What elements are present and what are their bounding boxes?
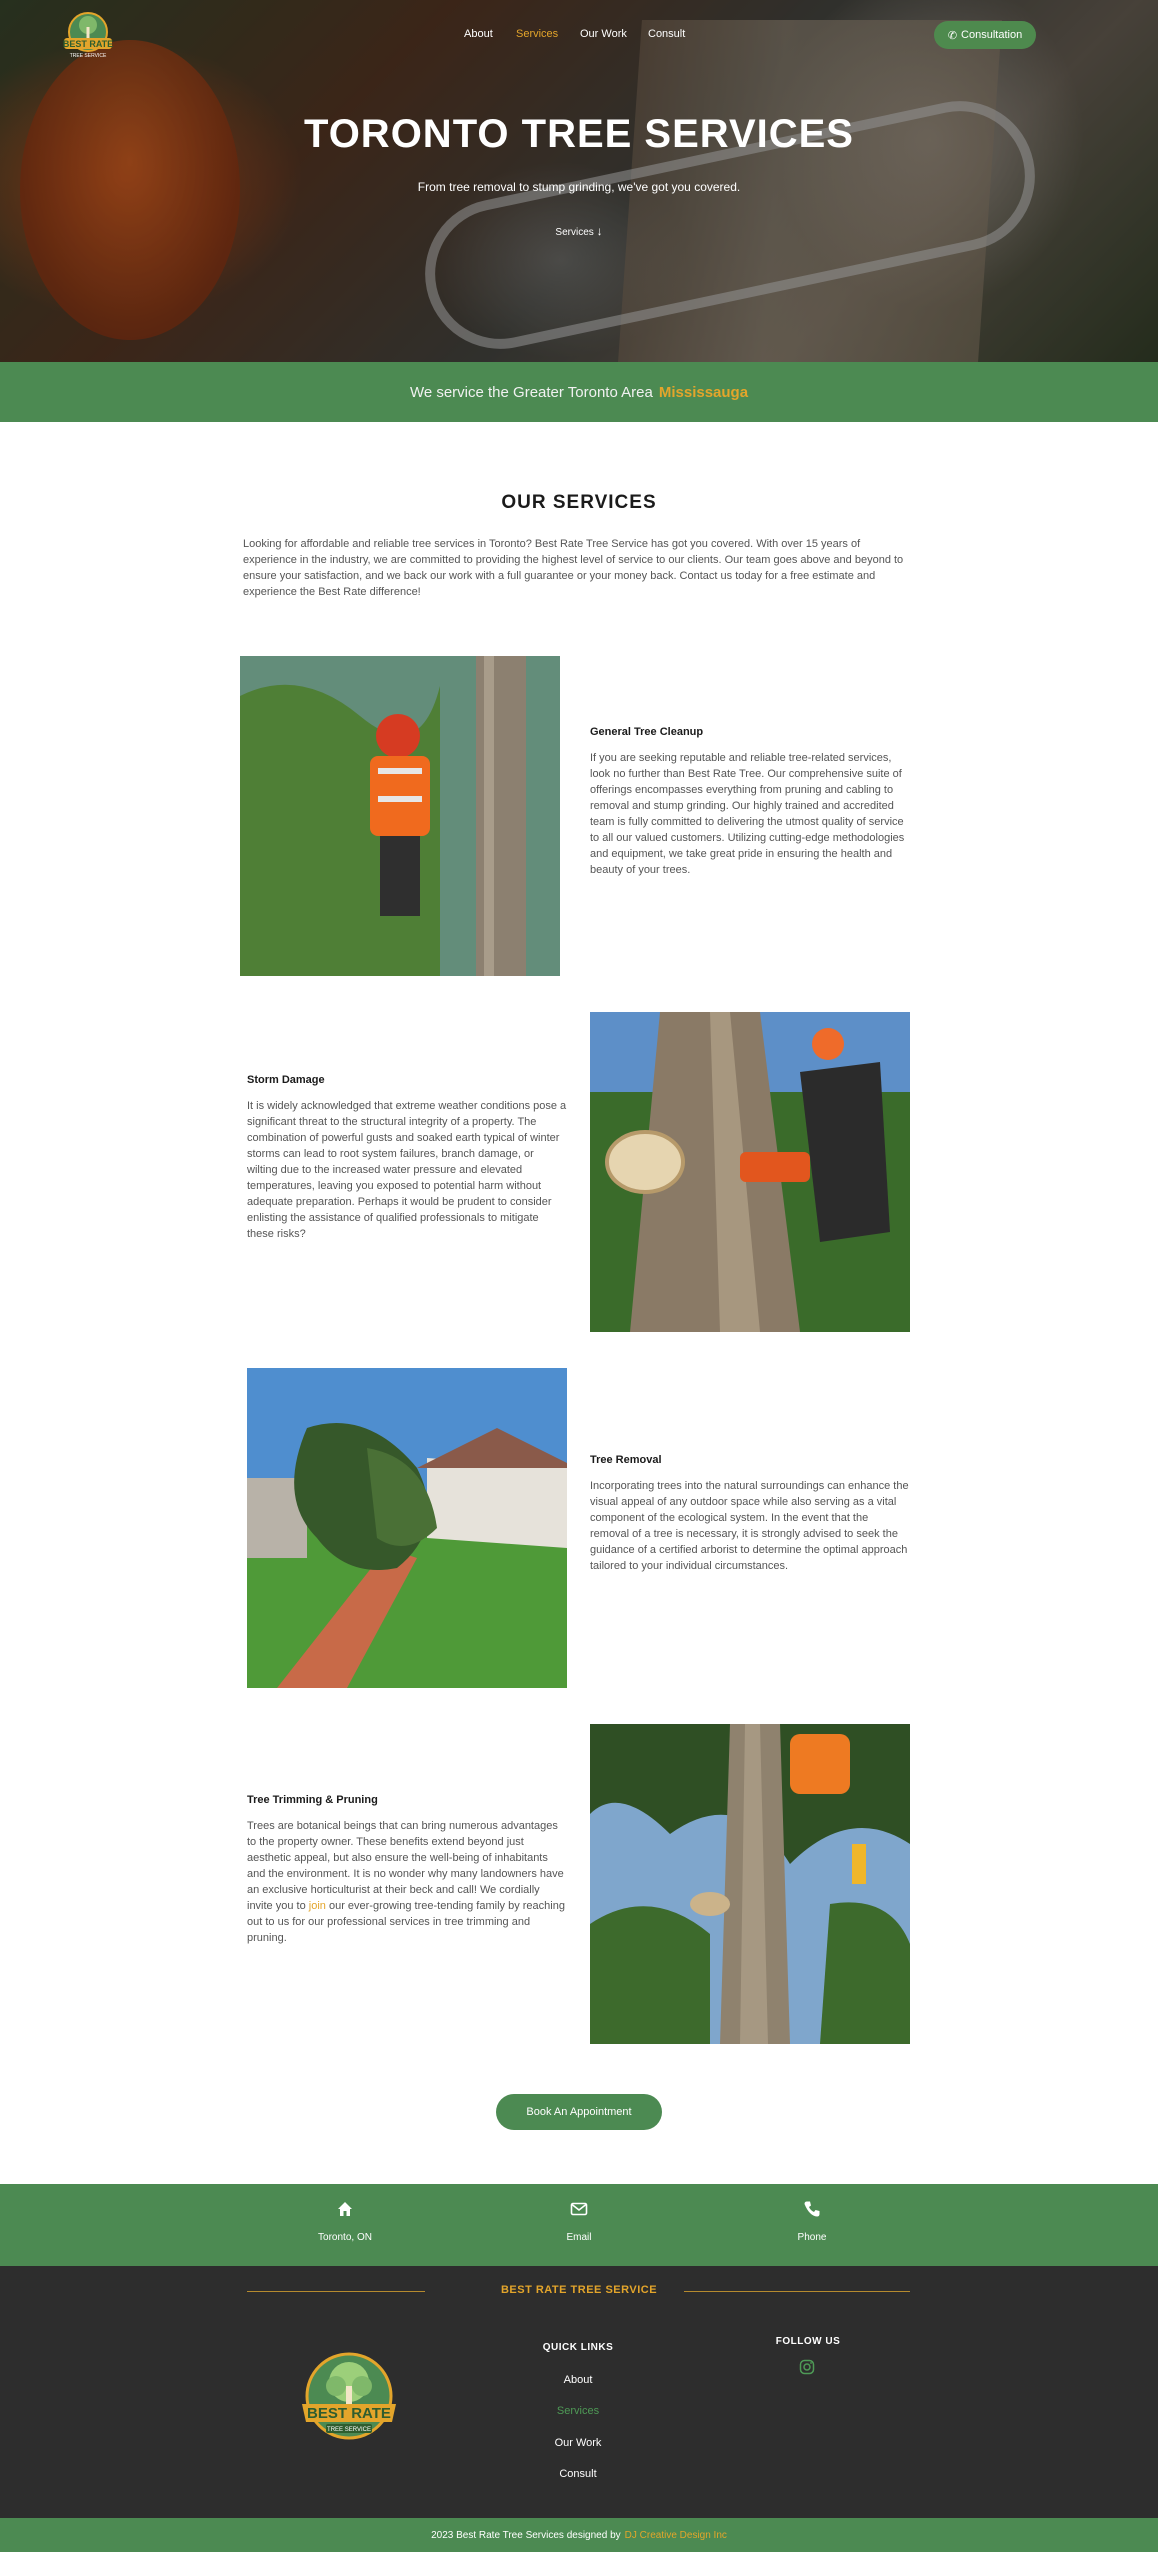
service-trimming-pruning (0, 1724, 1158, 2080)
contact-band (0, 2184, 1158, 2266)
footer-link-services[interactable]: Services (556, 2405, 600, 2417)
logo-text: BEST RATE (62, 39, 114, 49)
hero-title: TORONTO TREE SERVICES (303, 112, 854, 156)
nav-our-work[interactable]: Our Work (580, 28, 627, 40)
footer-link-consult[interactable]: Consult (559, 2468, 597, 2480)
site-footer (0, 2266, 1158, 2518)
service-text-removal (590, 1454, 910, 1574)
service-area-band (0, 362, 1158, 422)
service-image-trimming (590, 1724, 910, 2044)
service-area-city: Mississauga (658, 383, 749, 401)
service-body-trimming-start: Trees are botanical beings that can bring numerous advantages to the property owner. These benefits extend beyond just aesthetic appeal, but also ensure the well-being of inhabitants and the environment. It is no wonder why many landowners have an exclusive horticulturist at their beck and call! We cordially invite you to (247, 1820, 564, 1912)
footer-logo[interactable] (296, 2350, 402, 2446)
service-body-storm: It is widely acknowledged that extreme weather conditions pose a significant threat to the structural integrity of a property. The combination of powerful gusts and soaked earth typical of winter storms can lead to root system failures, branch damage, or wilting due to the increased water pressure and elevated temperatures, leaving you exposed to potential harm without adequate preparation. Perhaps it would be prudent to consider enlisting the assistance of qualified professionals to mitigate these risks? (247, 1100, 567, 1240)
service-title-storm: Storm Damage (247, 1074, 325, 1086)
service-title-trimming: Tree Trimming & Pruning (247, 1794, 378, 1806)
hero-services-label: Services (555, 227, 594, 238)
contact-phone-label: Phone (797, 2232, 827, 2243)
arrow-down-icon: ↓ (596, 224, 603, 238)
hero-services-link[interactable] (0, 224, 1158, 238)
contact-location[interactable] (265, 2200, 425, 2243)
contact-phone[interactable] (732, 2200, 892, 2243)
copyright-bar (0, 2518, 1158, 2552)
service-image-removal (247, 1368, 567, 1688)
footer-link-about[interactable]: About (563, 2374, 593, 2386)
contact-location-label: Toronto, ON (318, 2232, 372, 2243)
service-body-cleanup: If you are seeking reputable and reliable tree-related services, look no further than Best Rate Tree. Our comprehensive suite of offerings encompasses everything from pruning and cabling to removal and stump grinding. Our highly trained and accredited team is fully committed to delivering the utmost quality of service to all our valued customers. Utilizing cutting-edge methodologies and equipment, we take great pride in ensuring the health and beauty of your trees. (590, 752, 905, 876)
phone-icon (803, 2200, 821, 2218)
service-body-trimming (247, 1818, 567, 1946)
logo-subtext: TREE SERVICE (69, 53, 107, 59)
service-tree-removal (0, 1368, 1158, 1724)
designer-link[interactable]: DJ Creative Design Inc (624, 2529, 727, 2541)
book-appointment-button[interactable]: Book An Appointment (496, 2094, 662, 2130)
services-intro: Looking for affordable and reliable tree services in Toronto? Best Rate Tree Service has got you covered. With over 15 years of experience in the industry, we are committed to providing the highest level of service to our clients. Our team goes above and beyond to ensure your satisfaction, and we back our work with a full guarantee or your money back. Contact us today for a free estimate and experience the Best Rate difference! (243, 538, 904, 598)
service-general-cleanup (0, 656, 1158, 1012)
copyright-text: 2023 Best Rate Tree Services designed by (431, 2529, 621, 2541)
consultation-button-label: Consultation (961, 29, 1023, 41)
contact-email[interactable] (499, 2200, 659, 2243)
contact-email-label: Email (566, 2232, 592, 2243)
nav-consult[interactable]: Consult (648, 28, 686, 40)
service-text-cleanup (590, 726, 910, 878)
footer-logo-text: BEST RATE (307, 2405, 391, 2422)
service-title-cleanup: General Tree Cleanup (590, 726, 704, 738)
envelope-icon (570, 2200, 588, 2218)
nav-services[interactable]: Services (516, 28, 559, 40)
service-body-removal: Incorporating trees into the natural surroundings can enhance the visual appeal of any outdoor space while also serving as a vital component of the ecological system. In the event that the removal of a tree is necessary, it is strongly advised to seek the guidance of a certified arborist to determine the optimal approach tailored to your individual circumstances. (590, 1480, 909, 1572)
service-text-storm (247, 1074, 567, 1242)
footer-link-our-work[interactable]: Our Work (554, 2437, 602, 2449)
hero-section (0, 0, 1158, 362)
service-title-removal: Tree Removal (590, 1454, 662, 1466)
service-area-text: We service the Greater Toronto Area (409, 383, 653, 401)
follow-us-title: FOLLOW US (775, 2336, 841, 2347)
nav-about[interactable]: About (464, 28, 493, 40)
footer-brand: BEST RATE TREE SERVICE (500, 2284, 658, 2296)
service-body-trimming-end: our ever-growing tree-tending family by reaching out to us for our professional services in tree trimming and pruning. (247, 1900, 565, 1944)
quick-links-title: QUICK LINKS (542, 2342, 614, 2353)
hero-subtitle: From tree removal to stump grinding, we've got you covered. (417, 180, 741, 194)
service-image-cleanup (240, 656, 560, 976)
footer-rule-right (684, 2291, 910, 2292)
service-text-trimming (247, 1794, 567, 1946)
service-storm-damage (0, 1012, 1158, 1368)
phone-icon: ✆ (947, 29, 958, 42)
join-link[interactable]: join (308, 1900, 326, 1912)
home-icon (336, 2200, 354, 2218)
instagram-icon[interactable] (799, 2359, 815, 2375)
services-heading: OUR SERVICES (501, 492, 657, 513)
consultation-button[interactable] (934, 21, 1036, 49)
service-image-storm (590, 1012, 910, 1332)
footer-logo-subtext: TREE SERVICE (327, 2427, 371, 2433)
